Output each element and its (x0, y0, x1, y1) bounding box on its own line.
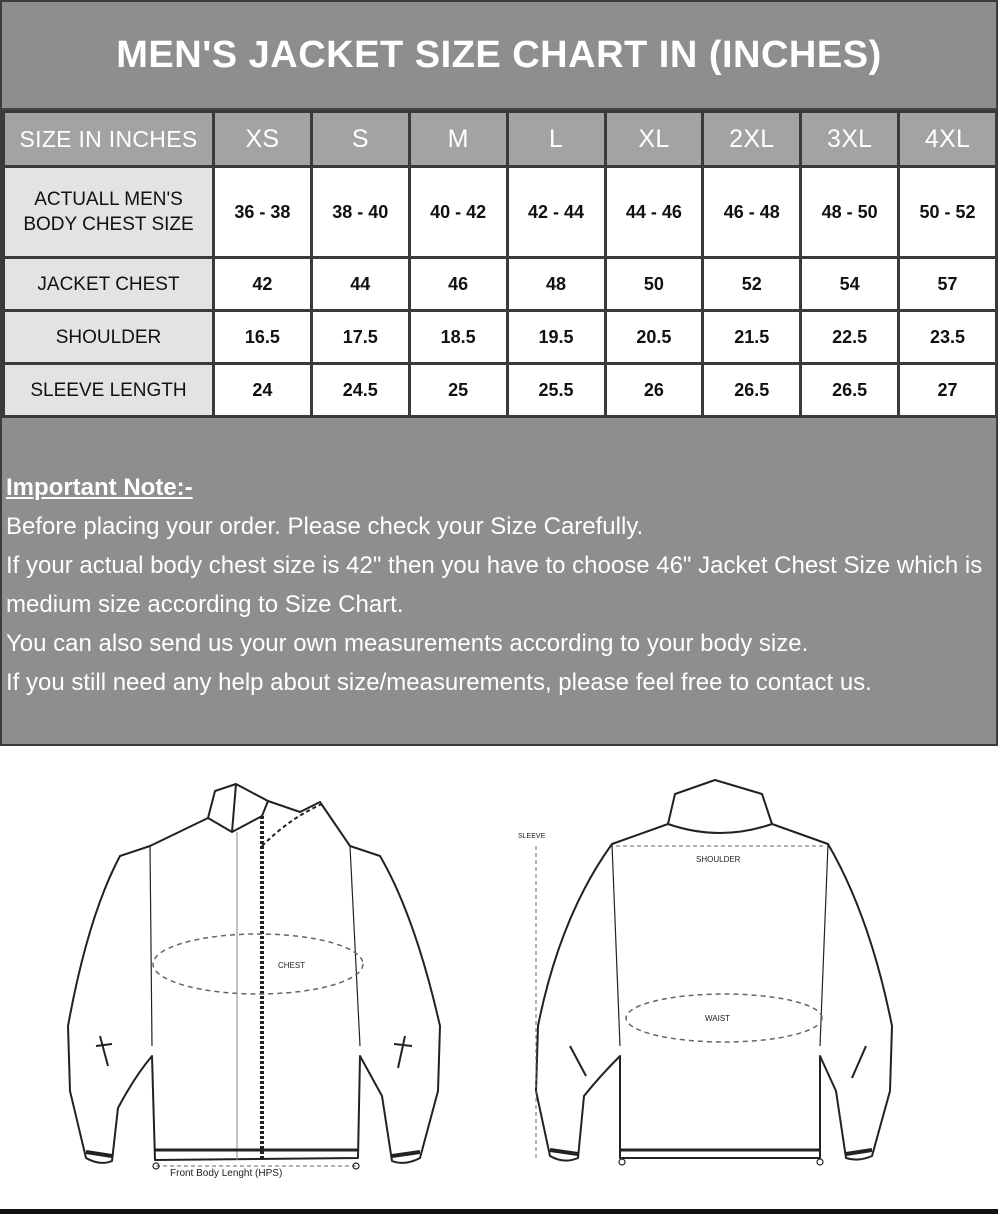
table-cell: 26.5 (801, 364, 899, 417)
waist-marker-right (817, 1159, 823, 1165)
sleeve-label: SLEEVE (518, 833, 546, 840)
jacket-measurement-diagram (0, 746, 998, 1214)
note-heading: Important Note:- (6, 474, 193, 501)
table-cell: 17.5 (311, 311, 409, 364)
front-cuff-right (394, 1036, 412, 1068)
table-row (4, 258, 997, 311)
table-row (4, 311, 997, 364)
waist-marker-left (619, 1159, 625, 1165)
back-elbow-right (852, 1046, 866, 1078)
table-cell: 21.5 (703, 311, 801, 364)
table-row (4, 167, 997, 258)
back-body-outline (536, 780, 892, 1161)
chest-measure-ellipse (153, 934, 363, 994)
table-cell: 20.5 (605, 311, 703, 364)
front-cuff-bottom-right (392, 1152, 420, 1156)
front-cuff-bottom-left (86, 1152, 112, 1156)
table-cell: 38 - 40 (311, 167, 409, 258)
chart-title: MEN'S JACKET SIZE CHART IN (INCHES) (2, 2, 996, 110)
table-cell: 25.5 (507, 364, 605, 417)
note-line: Before placing your order. Please check your Size Carefully. (6, 513, 644, 540)
table-cell: 24.5 (311, 364, 409, 417)
important-note (6, 468, 986, 702)
row-label-shoulder: SHOULDER (4, 311, 214, 364)
size-header-3xl: 3XL (801, 112, 899, 167)
table-cell: 23.5 (899, 311, 997, 364)
note-line: You can also send us your own measurements according to your body size. (6, 630, 809, 657)
back-cuff-right (846, 1150, 872, 1154)
corner-label: SIZE IN INCHES (4, 112, 214, 167)
size-header-2xl: 2XL (703, 112, 801, 167)
table-row (4, 364, 997, 417)
table-cell: 54 (801, 258, 899, 311)
table-cell: 48 - 50 (801, 167, 899, 258)
table-cell: 22.5 (801, 311, 899, 364)
size-header-m: M (409, 112, 507, 167)
table-cell: 26 (605, 364, 703, 417)
back-jacket-illustration (518, 780, 892, 1165)
table-cell: 44 (311, 258, 409, 311)
table-cell: 44 - 46 (605, 167, 703, 258)
back-cuff-left (550, 1150, 578, 1154)
table-cell: 40 - 42 (409, 167, 507, 258)
note-line: If your actual body chest size is 42" then you have to choose 46" Jacket Chest Size which is medium size according to Size Chart. (6, 552, 983, 618)
size-header-s: S (311, 112, 409, 167)
table-cell: 18.5 (409, 311, 507, 364)
row-label-body-chest (4, 167, 214, 258)
row-label-line: ACTUALL MEN'S (34, 189, 183, 210)
table-cell: 26.5 (703, 364, 801, 417)
table-cell: 46 - 48 (703, 167, 801, 258)
bottom-border (0, 1209, 998, 1214)
table-cell: 19.5 (507, 311, 605, 364)
shoulder-label: SHOULDER (696, 855, 741, 864)
front-length-label: Front Body Lenght (HPS) (170, 1168, 283, 1179)
table-cell: 16.5 (214, 311, 312, 364)
table-cell: 25 (409, 364, 507, 417)
table-cell: 27 (899, 364, 997, 417)
table-cell: 46 (409, 258, 507, 311)
waist-label: WAIST (705, 1014, 731, 1023)
table-cell: 57 (899, 258, 997, 311)
size-header-row (4, 112, 997, 167)
back-seam-left (612, 844, 620, 1046)
table-cell: 52 (703, 258, 801, 311)
front-seam-left (150, 846, 152, 1046)
table-cell: 36 - 38 (214, 167, 312, 258)
front-body-outline (68, 784, 440, 1163)
front-jacket-illustration (68, 784, 440, 1179)
size-table (2, 110, 998, 418)
row-label-jacket-chest: JACKET CHEST (4, 258, 214, 311)
front-seam-right (350, 846, 360, 1046)
back-elbow-left (570, 1046, 586, 1076)
table-cell: 50 (605, 258, 703, 311)
note-line: If you still need any help about size/measurements, please feel free to contact us. (6, 669, 872, 696)
back-collar (668, 824, 772, 833)
row-label-line: BODY CHEST SIZE (23, 214, 194, 235)
table-cell: 48 (507, 258, 605, 311)
table-cell: 42 (214, 258, 312, 311)
table-cell: 42 - 44 (507, 167, 605, 258)
chest-label: CHEST (278, 961, 306, 970)
row-label-sleeve-length: SLEEVE LENGTH (4, 364, 214, 417)
size-header-xs: XS (214, 112, 312, 167)
table-cell: 50 - 52 (899, 167, 997, 258)
table-cell: 24 (214, 364, 312, 417)
size-header-xl: XL (605, 112, 703, 167)
size-header-4xl: 4XL (899, 112, 997, 167)
size-header-l: L (507, 112, 605, 167)
front-cuff-left (96, 1036, 112, 1066)
